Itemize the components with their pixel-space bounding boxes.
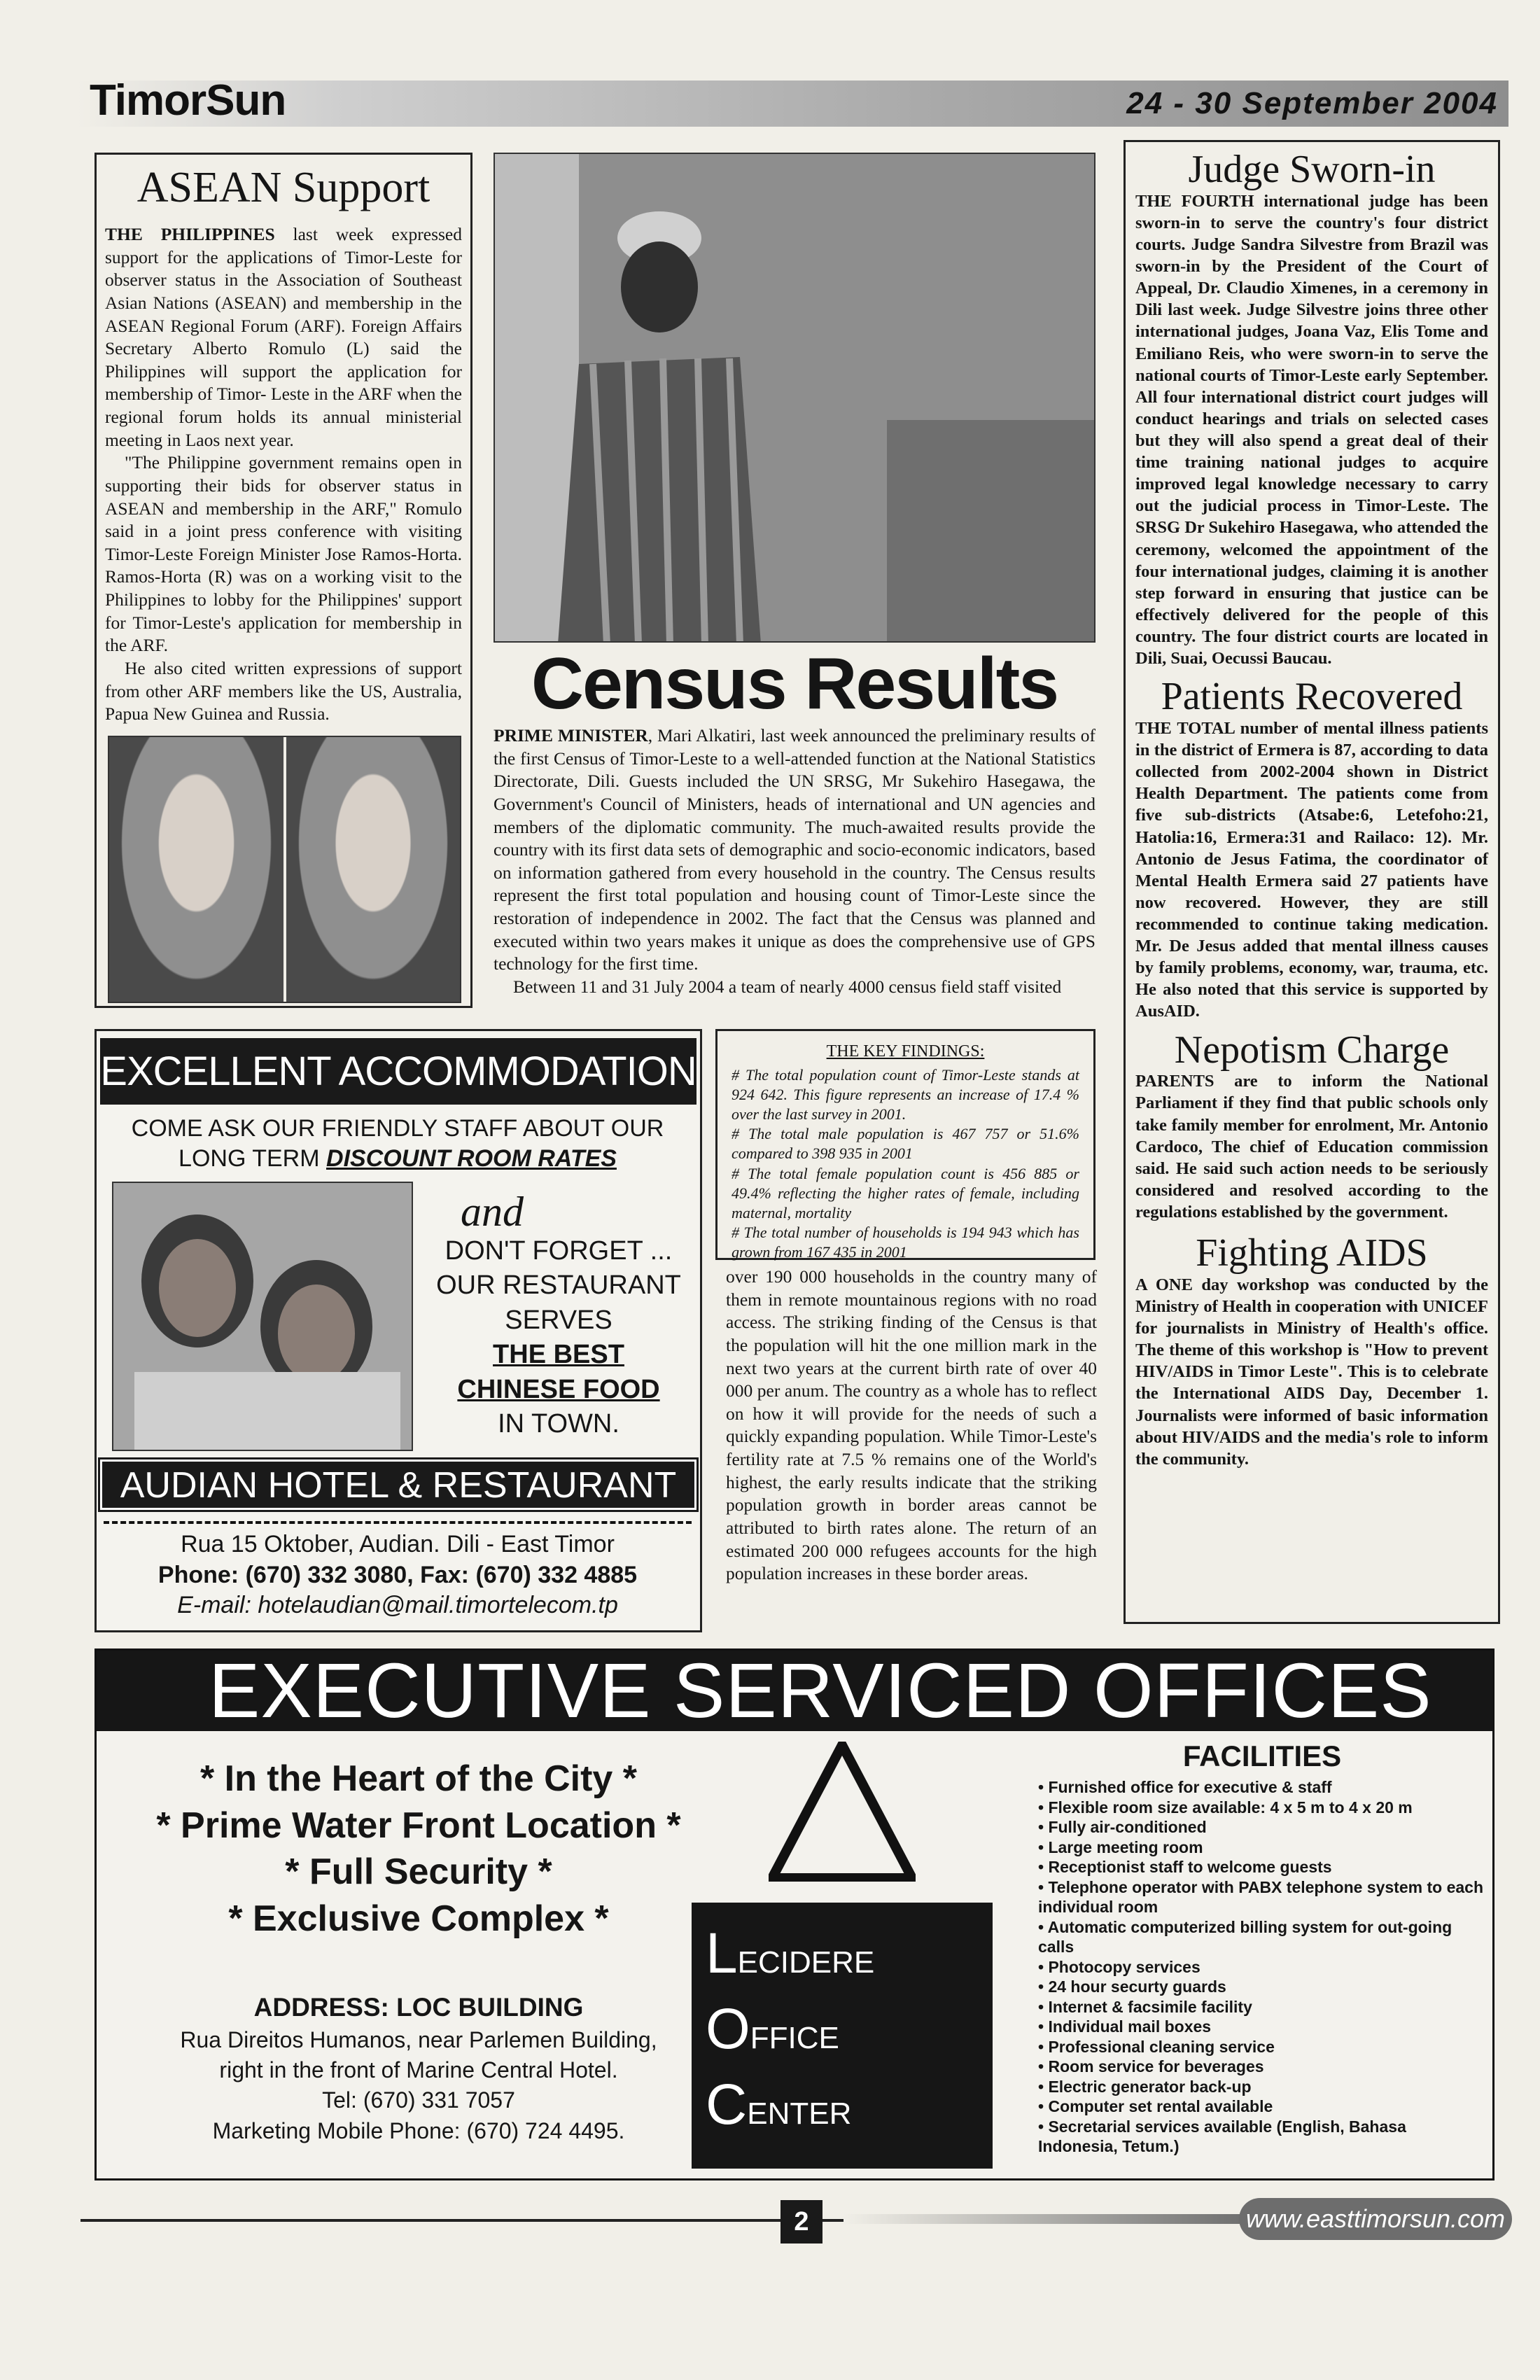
asean-headline: ASEAN Support [136,164,430,211]
hotel-staff-photo [112,1182,413,1451]
discount-room-rates: DISCOUNT ROOM RATES [326,1144,617,1172]
audian-hotel-ad [94,1029,702,1632]
facility-item: • Secretarial services available (English, Bahasa Indonesia, Tetum.) [1038,2117,1486,2157]
logo-line [706,2075,993,2135]
logo-line [706,1921,993,1985]
logo-rest: ECIDERE [737,1945,875,1980]
asean-article [94,153,472,1008]
key-finding: # The total male population is 467 757 or 51.6% compared to 398 935 in 2001 [732,1125,1079,1163]
address-line: Marketing Mobile Phone: (670) 724 4495. [212,2118,625,2143]
key-finding: # The total number of households is 194 943 which has grown from 167 435 in 2001 [732,1223,1079,1261]
address-line: right in the front of Marine Central Hotel. [219,2057,618,2083]
facility-item: • Photocopy services [1038,1957,1486,1977]
restaurant-line: SERVES [505,1305,612,1335]
loc-triangle-logo-icon [769,1742,916,1882]
dashed-divider [104,1521,692,1524]
census-paragraph: PRIME MINISTER, Mari Alkatiri, last week announced the preliminary results of the first Census of Timor-Leste to a well-attended function at the National Statistics Directorate, Dili. Guests included the UN SRSG, Mr Sukehiro Hasegawa, the Government's Council of Ministers, heads of international and UN agencies and members of the diplomatic community. The much-awaited results provide the country with its first data sets of demographic and socio-economic indicators, based on information gathered from every household in the country. The Census results represent the first total population and housing count of Timor-Leste since the restoration of independence in 2002. The fact that the Census was planned and executed within two years makes it unique as does the comprehensive use of GPS technology for the first time. [493,725,1096,974]
key-findings-title: THE KEY FINDINGS: [826,1042,985,1060]
census-photo-illustration [495,154,1096,643]
aids-body [1135,1274,1488,1470]
facility-item: • Telephone operator with PABX telephone system to each individual room [1038,1877,1486,1917]
issue-date: 24 - 30 September 2004 [1126,86,1498,120]
news-briefs-column [1124,140,1500,1624]
facility-item: • Large meeting room [1038,1837,1486,1858]
feature-line: * Exclusive Complex * [228,1898,609,1939]
nepotism-paragraph: PARENTS are to inform the National Parliament if they find that public schools only take family member for enrolment, Mr. Antonio Cardoco, The chief of Education commission said. He said such action needs to be seriously considered and resolved according to the regulations established by the government. [1135,1072,1488,1222]
logo-rest: FFICE [750,2021,839,2056]
executive-offices-banner: EXECUTIVE SERVICED OFFICES [97,1651,1493,1731]
facility-item: • Flexible room size available: 4 x 5 m to 4 x 20 m [1038,1798,1486,1818]
census-continued [726,1266,1097,1586]
key-finding: # The total population count of Timor-Leste stands at 924 642. This figure represents an increase of 17.4 % over the last survey in 2001. [732,1065,1079,1124]
accommodation-banner: EXCELLENT ACCOMMODATION [100,1038,696,1105]
patients-paragraph: THE TOTAL number of mental illness patients in the district of Ermera is 87, according to data collected from 2002-2004 shown in District Health Department. The patients come from five sub-districts (Atsabe:6, Letefoho:21, Hatolia:16, Ermera:31 and Railaco: 12). Mr. Antonio de Jesus Fatima, the coordinator of Mental Health Ermera said 27 patients have now recovered. However, they are still recommended to continue taking medication. Mr. De Jesus added that mental illness causes by family problems, economy, war, trauma, etc. He also noted that this service is supported by AusAID. [1135,719,1488,1021]
key-findings-box [715,1029,1096,1260]
census-paragraph-rest: , Mari Alkatiri, last week announced the preliminary results of the first Census of Timor-Leste to a well-attended function at the National Statistics Directorate, Dili. Guests included the UN SRSG, Mr Sukehiro Hasegawa, the Government's Council of Ministers, heads of international and UN agencies and members of the diplomatic community. The much-awaited results provide the country with its first data sets of demographic and socio-economic indicators, based on information gathered from every household in the country. The Census results represent the first total population and housing count of Timor-Leste since the restoration of independence in 2002. The fact that the Census was planned and executed within two years makes it unique as does the comprehensive use of GPS technology for the first time. [493,725,1096,974]
facility-item: • Room service for beverages [1038,2057,1486,2077]
feature-line: * Prime Water Front Location * [156,1805,681,1846]
judge-body [1135,190,1488,669]
discount-prefix: LONG TERM [178,1144,327,1172]
facility-item: • Individual mail boxes [1038,2017,1486,2037]
patients-body [1135,718,1488,1023]
office-address [111,1990,727,2146]
aids-paragraph: A ONE day workshop was conducted by the Ministry of Health in cooperation with UNICEF for journalists in Ministry of Health's office. The theme of this workshop is "How to prevent HIV/AIDS in Timor Leste". This is to celebrate the International AIDS Day, December 1. Journalists were informed of basic information about HIV/AIDS and the media's role to inform the community. [1135,1275,1488,1469]
logo-rest: ENTER [747,2096,852,2132]
ramos-horta-photo [286,737,461,1002]
facility-item: • Internet & facsimile facility [1038,1997,1486,2017]
asean-paragraph: "The Philippine government remains open in supporting their bids for observer status in ASEAN and membership in the ARF," Romulo said in a joint press conference with visiting Timor-Leste Foreign Minister Jose Ramos-Horta. Ramos-Horta (R) was on a working visit to the Philippines to lobby for the Philippines' support for Timor-Leste's application for membership in the ARF. [105,452,462,656]
facility-item: • Furnished office for executive & staff [1038,1777,1486,1798]
facilities-items [1038,1777,1486,2157]
census-paragraph: Between 11 and 31 July 2004 a team of nearly 4000 census field staff visited [513,976,1062,997]
facility-item: • Professional cleaning service [1038,2037,1486,2057]
logo-line [706,1997,993,2062]
patients-headline: Patients Recovered [1161,675,1463,719]
feature-line: * In the Heart of the City * [200,1758,638,1799]
and-text: and [461,1189,524,1235]
logo-cap: L [706,1921,738,1985]
in-town-line: IN TOWN. [498,1408,620,1438]
asean-paragraph: THE PHILIPPINES last week expressed support for the applications of Timor-Leste for observer status in the Association of Southeast Asian Nations (ASEAN) and membership in the ASEAN Regional Forum (ARF). Foreign Affairs Secretary Alberto Romulo (L) said the Philippines will support the application for membership of Timor- Leste in the ARF when the regional forum holds its annual ministerial meeting in Laos next year. [105,224,462,450]
page-number: 2 [780,2200,822,2244]
chinese-food-line: CHINESE FOOD [457,1374,660,1404]
facility-item: • Automatic computerized billing system for out-going calls [1038,1917,1486,1957]
asean-photos [108,736,461,1003]
hotel-email: E-mail: hotelaudian@mail.timortelecom.tp [177,1592,618,1619]
address-line: Tel: (670) 331 7057 [322,2087,515,2113]
romulo-photo [109,737,284,1002]
census-body [493,724,1096,999]
facilities-title: FACILITIES [1182,1740,1342,1772]
key-finding: # The total female population count is 456 885 or 49.4% reflecting the higher rates of female, including maternal, mortality [732,1164,1079,1222]
newspaper-logo: TimorSun [90,76,286,125]
nepotism-headline: Nepotism Charge [1174,1028,1450,1072]
staff-photo-illustration [113,1183,413,1451]
hotel-contact [104,1530,692,1621]
the-best-line: THE BEST [493,1340,624,1370]
logo-cap: O [706,1997,750,2062]
restaurant-line: DON'T FORGET ... [444,1236,673,1266]
census-headline: Census Results [531,643,1058,724]
logo-cap: C [706,2073,748,2137]
accommodation-subheading [104,1114,692,1173]
facility-item: • Electric generator back-up [1038,2077,1486,2097]
address-line: Rua Direitos Humanos, near Parlemen Building, [180,2026,657,2052]
census-paragraph: over 190 000 households in the country many of them in remote mountainous regions with no road access. The striking finding of the Census is that the population will hit the one million mark in the next two years at the current birth rate of over 40 000 per anum. The country as a whole has to reflect on how it will provide for the needs of such a quickly expanding population. While Timor-Leste's fertility rate at 7.5 % remains one of the World's highest, the early results indicate that the striking population growth in border areas cannot be attributed to birth rates alone. The return of an estimated 200 000 refugees accounts for the high population increases in these border areas. [726,1266,1097,1584]
office-features [111,1756,727,1942]
facility-item: • Receptionist staff to welcome guests [1038,1857,1486,1877]
accommodation-sub-line: COME ASK OUR FRIENDLY STAFF ABOUT OUR [131,1115,664,1142]
accommodation-sub-line [104,1144,692,1174]
executive-offices-ad [94,1648,1494,2180]
restaurant-line: OUR RESTAURANT [436,1270,681,1301]
facility-item: • Computer set rental available [1038,2096,1486,2117]
hotel-phone: Phone: (670) 332 3080, Fax: (670) 332 4885 [158,1561,638,1588]
census-photo [493,153,1096,643]
judge-paragraph: THE FOURTH international judge has been sworn-in to serve the country's four district courts. Judge Sandra Silvestre from Brazil was sworn-in by the President of the Court of Appeal, Dr. Claudio Ximenes, in a ceremony in Dili last week. Judge Silvestre joins three other international judges, Joana Vaz, Elis Tome and Emiliano Reis, who were sworn-in to serve the national courts of Timor-Leste early September. All four international district court judges will conduct hearings and trials on selected cases but they will also spend a great deal of their time training national judges to acquire improved legal knowledge necessary to carry out the judicial process in Timor-Leste. The SRSG Dr Sukehiro Hasegawa, who attended the ceremony, welcomed the appointment of the four international judges, claiming it is another step forward in ensuring that justice can be effectively delivered for the people of this country. The four district courts are located in Dili, Suai, Oecussi Baucau. [1135,191,1488,668]
address-title: ADDRESS: LOC BUILDING [253,1993,584,2022]
facility-item: • 24 hour securty guards [1038,1977,1486,1997]
feature-line: * Full Security * [285,1851,552,1893]
website-link[interactable]: www.easttimorsun.com [1239,2198,1512,2240]
nepotism-body [1135,1070,1488,1223]
asean-paragraph-rest: last week expressed support for the applications of Timor-Leste for observer status in the Association of Southeast Asian Nations (ASEAN) and membership in the ASEAN Regional Forum (ARF). Foreign Affairs Secretary Alberto Romulo (L) said the Philippines will support the application for membership of Timor- Leste in the ARF when the regional forum holds its annual ministerial meeting in Laos next year. [105,224,462,450]
asean-paragraph: He also cited written expressions of support from other ARF members like the US, Australia, Papua New Guinea and Russia. [105,657,462,724]
facilities-list [1038,1738,1486,2157]
asean-body [105,223,462,726]
lecidere-office-center-logo [692,1903,993,2169]
restaurant-text [426,1234,692,1441]
hotel-name-banner: AUDIAN HOTEL & RESTAURANT [100,1460,696,1510]
hotel-address: Rua 15 Oktober, Audian. Dili - East Timor [181,1531,615,1558]
facility-item: • Fully air-conditioned [1038,1817,1486,1837]
aids-headline: Fighting AIDS [1196,1231,1428,1275]
judge-headline: Judge Sworn-in [1188,148,1436,191]
footer-gradient [844,2214,1250,2224]
